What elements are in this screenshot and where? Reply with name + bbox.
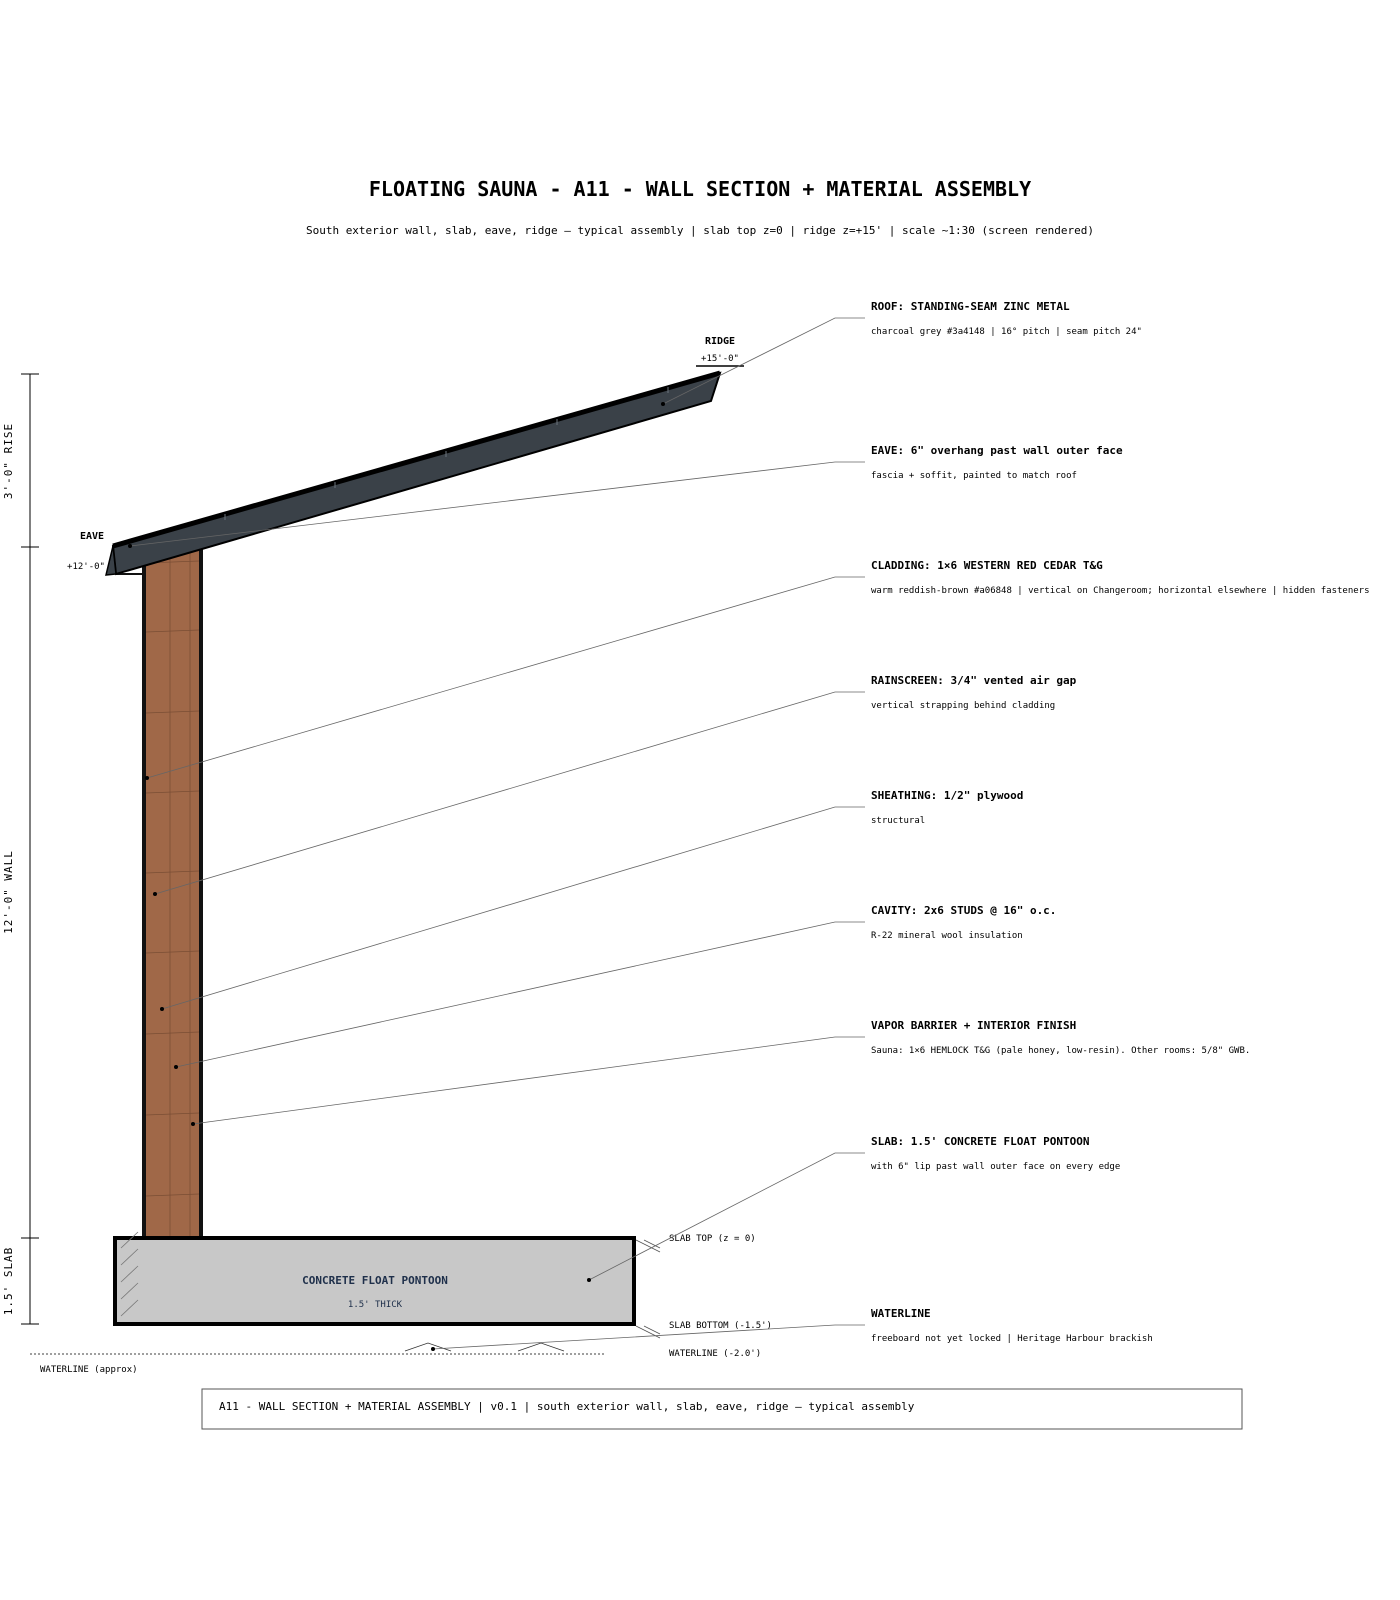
slab-thickness: 1.5' THICK xyxy=(347,1300,403,1310)
callout-detail: R-22 mineral wool insulation xyxy=(871,931,1023,941)
ridge-elevation: +15'-0" xyxy=(701,354,739,364)
callout-detail: fascia + soffit, painted to match roof xyxy=(871,471,1077,481)
callout-title: EAVE: 6" overhang past wall outer face xyxy=(871,444,1123,457)
footer-text: A11 - WALL SECTION + MATERIAL ASSEMBLY | v0.1 | south exterior wall, slab, eave, ridge — typical assembly xyxy=(219,1400,915,1413)
slab-bottom-tag: SLAB BOTTOM (-1.5') xyxy=(669,1321,772,1331)
callout-cladding xyxy=(871,559,1370,596)
callout-title: VAPOR BARRIER + INTERIOR FINISH xyxy=(871,1019,1077,1032)
callout-rainscreen xyxy=(871,674,1077,711)
callout-title: SLAB: 1.5' CONCRETE FLOAT PONTOON xyxy=(871,1135,1090,1148)
callout-roof xyxy=(871,300,1142,337)
eave-label: EAVE xyxy=(79,531,105,542)
callout-sheathing xyxy=(871,789,1023,826)
callout-title: WATERLINE xyxy=(871,1307,931,1320)
slab-dimension: 1.5' SLAB xyxy=(2,1246,15,1316)
callout-title: RAINSCREEN: 3/4" vented air gap xyxy=(871,674,1077,687)
wall-dimension: 12'-0" WALL xyxy=(2,850,15,934)
callout-detail: Sauna: 1×6 HEMLOCK T&G (pale honey, low-resin). Other rooms: 5/8" GWB. xyxy=(871,1046,1251,1056)
ridge-label: RIDGE xyxy=(704,336,736,347)
sheet-subtitle: South exterior wall, slab, eave, ridge — typical assembly | slab top z=0 | ridge z=+15' | scale ~1:30 (screen rendered) xyxy=(305,224,1095,237)
waterline-elevation-tag: WATERLINE (-2.0') xyxy=(669,1349,762,1359)
callout-detail: warm reddish-brown #a06848 | vertical on Changeroom; horizontal elsewhere | hidden fasteners xyxy=(871,586,1370,596)
wall-section xyxy=(144,547,201,1238)
water-ripples xyxy=(405,1343,564,1351)
callout-title: ROOF: STANDING-SEAM ZINC METAL xyxy=(871,300,1070,313)
callout-title: CAVITY: 2x6 STUDS @ 16" o.c. xyxy=(871,904,1057,917)
waterline-approx-label: WATERLINE (approx) xyxy=(40,1365,138,1375)
callout-vapor-barrier xyxy=(871,1019,1250,1056)
callout-cavity xyxy=(871,904,1056,941)
sheet-title: FLOATING SAUNA - A11 - WALL SECTION + MATERIAL ASSEMBLY xyxy=(368,177,1032,201)
dimension-strings xyxy=(21,374,39,1324)
slab-label: CONCRETE FLOAT PONTOON xyxy=(302,1274,448,1287)
roof-section xyxy=(106,373,720,575)
callout-title: SHEATHING: 1/2" plywood xyxy=(871,789,1024,802)
callout-detail: structural xyxy=(871,816,926,826)
slab-top-tag: SLAB TOP (z = 0) xyxy=(669,1234,756,1244)
callout-detail: charcoal grey #3a4148 | 16° pitch | seam pitch 24" xyxy=(871,327,1142,337)
callout-detail: vertical strapping behind cladding xyxy=(871,701,1056,711)
callout-title: CLADDING: 1×6 WESTERN RED CEDAR T&G xyxy=(871,559,1103,572)
callout-detail: freeboard not yet locked | Heritage Harbour brackish xyxy=(871,1334,1153,1344)
leader-lines xyxy=(130,318,865,1349)
eave-elevation: +12'-0" xyxy=(67,562,105,572)
callout-waterline xyxy=(871,1307,1153,1344)
callout-slab xyxy=(871,1135,1120,1172)
callout-eave xyxy=(871,444,1123,481)
rise-dimension: 3'-0" RISE xyxy=(2,422,15,500)
callout-detail: with 6" lip past wall outer face on every edge xyxy=(871,1162,1121,1172)
